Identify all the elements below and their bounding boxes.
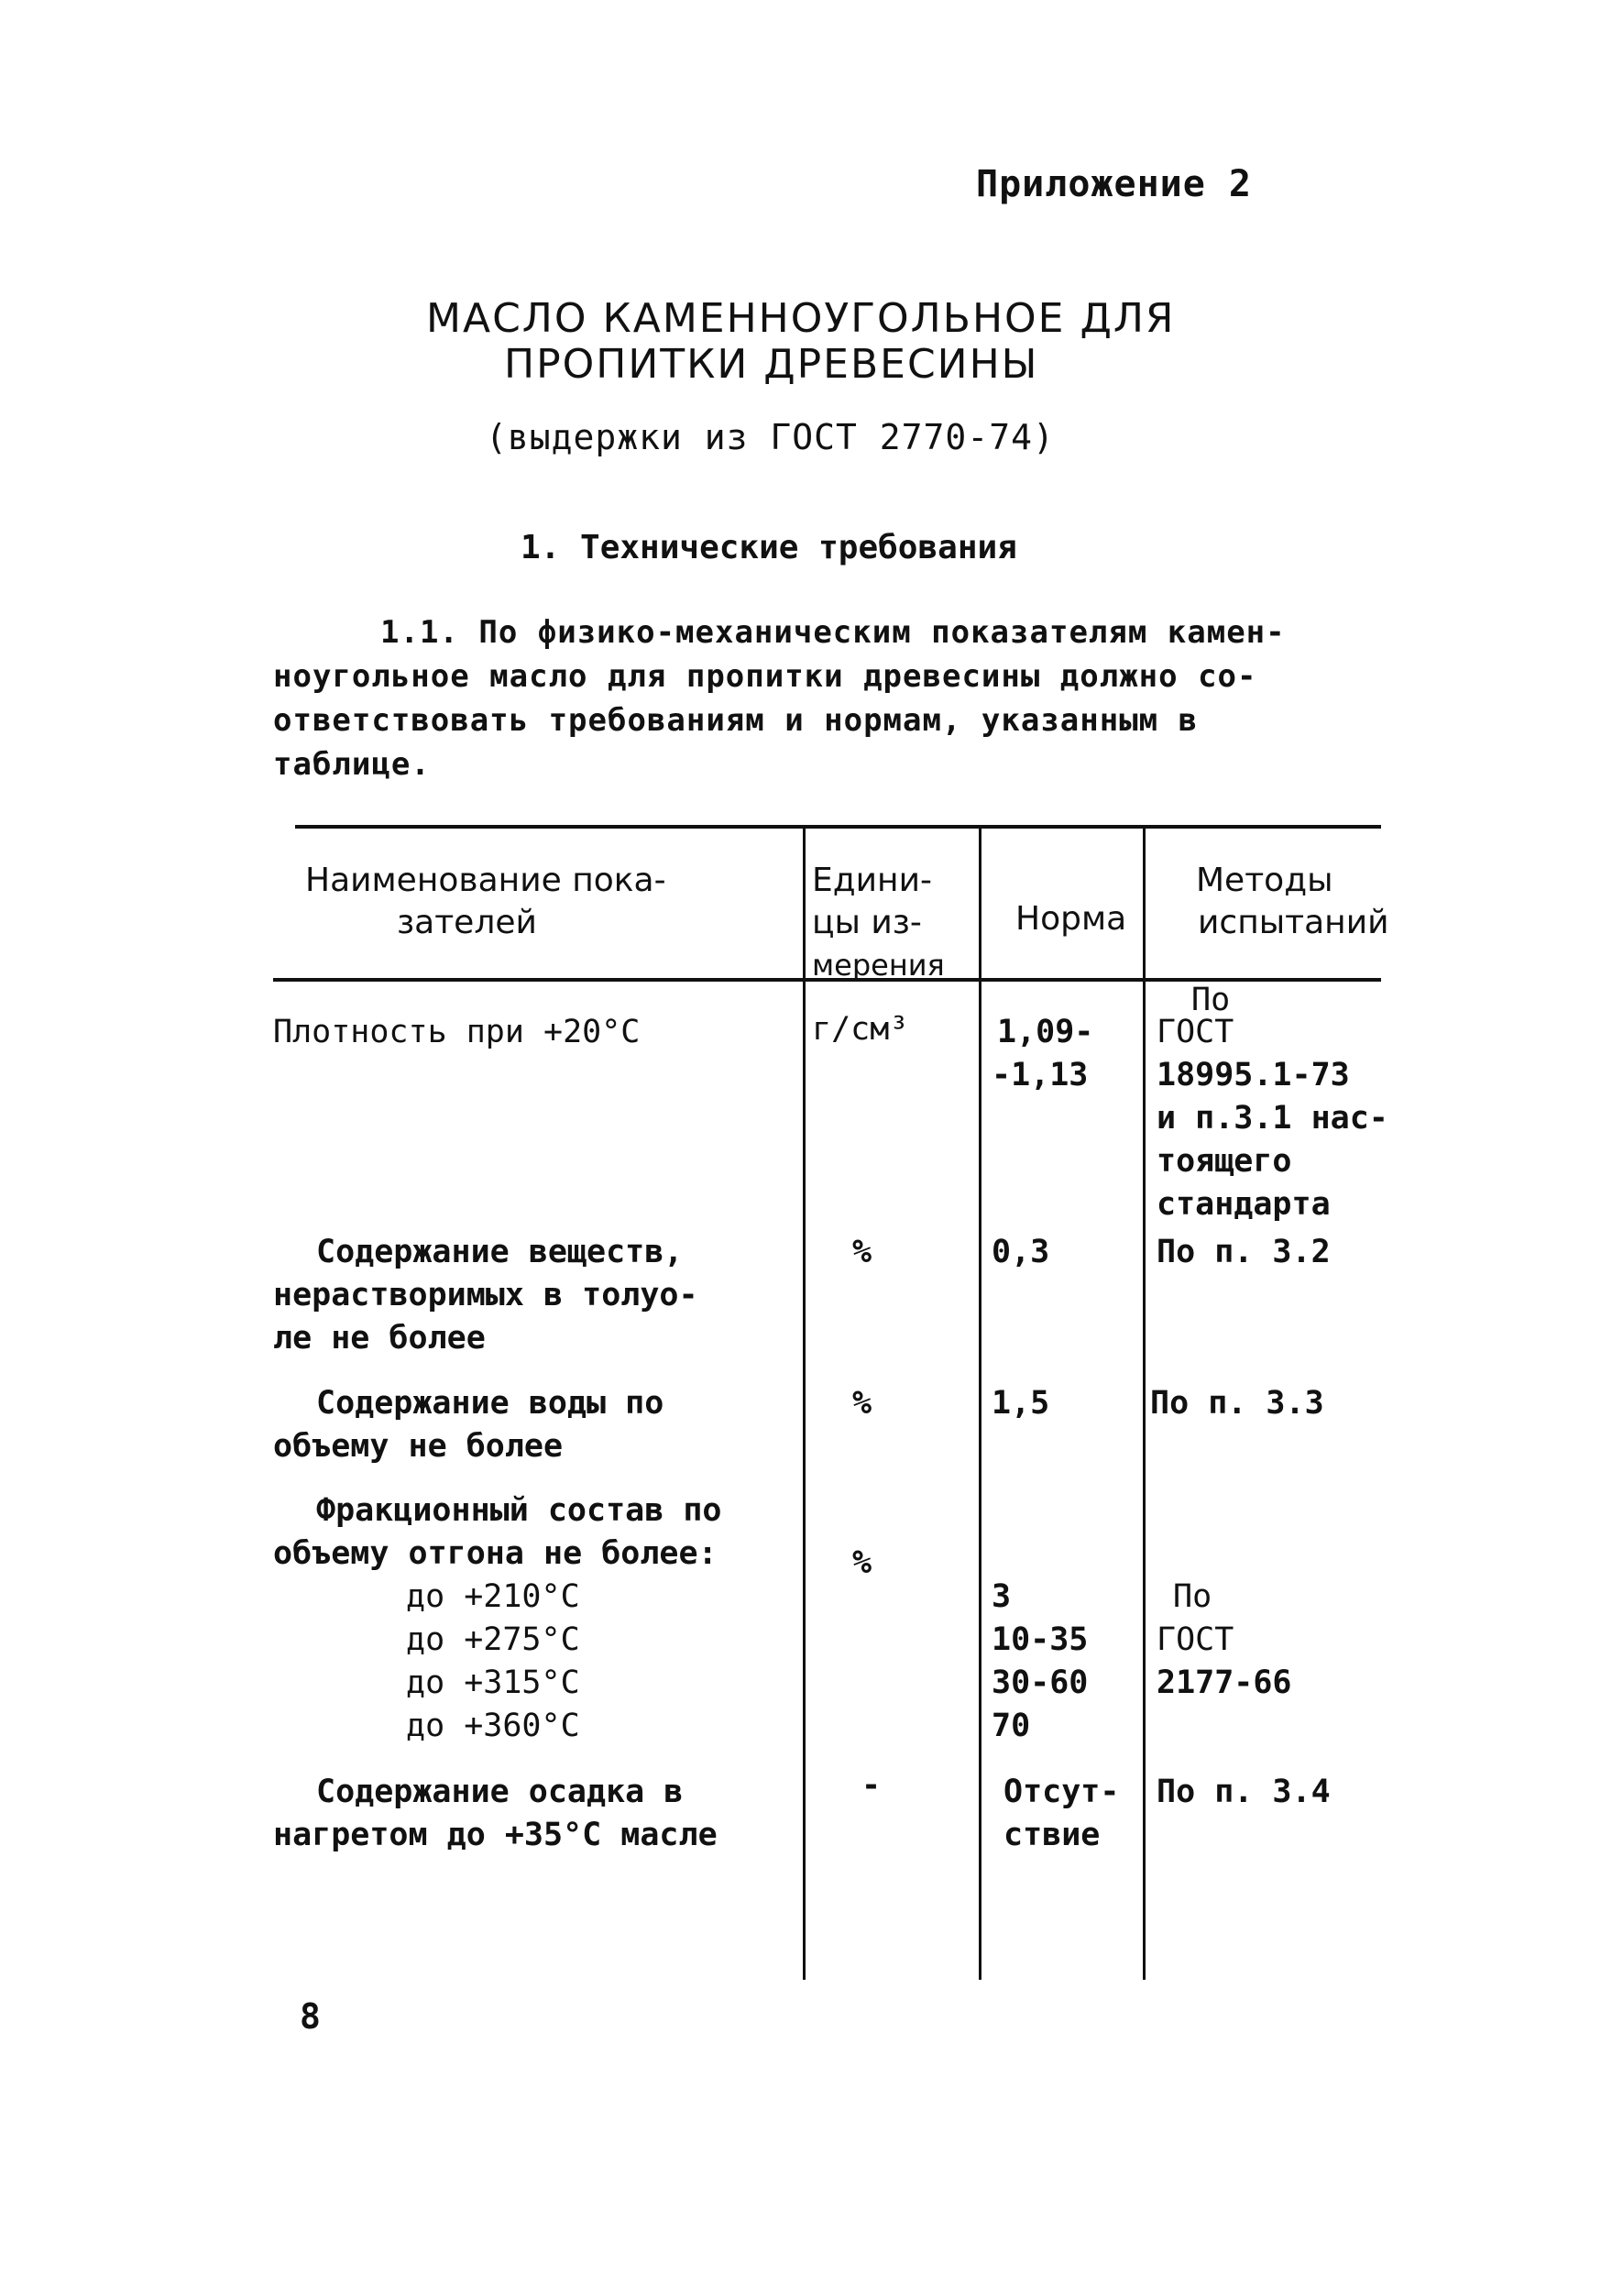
paragraph-line-2: ноугольное масло для пропитки древесины должно со-	[273, 658, 1257, 695]
row-density-method-line-1: По	[1191, 982, 1231, 1018]
row-density-method-line-5: тоящего	[1157, 1143, 1292, 1180]
row-water-norm: 1,5	[992, 1385, 1050, 1422]
row-insoluble-name-line-3: ле не более	[273, 1320, 486, 1357]
header-method-line-2: испытаний	[1198, 904, 1389, 941]
document-title-line-1: МАСЛО КАМЕННОУГОЛЬНОЕ ДЛЯ	[426, 295, 1176, 342]
row-water-unit: %	[852, 1385, 872, 1422]
row-fraction-sub-3: до +315°C	[406, 1664, 580, 1701]
table-column-divider-1	[803, 828, 806, 1980]
header-unit-line-3: мерения	[812, 948, 945, 983]
row-insoluble-unit: %	[852, 1234, 872, 1270]
row-density-norm-line-2: -1,13	[992, 1057, 1089, 1093]
page-number: 8	[300, 1996, 321, 2037]
row-water-name-line-1: Содержание воды по	[316, 1385, 664, 1422]
row-fraction-method-line-2: ГОСТ	[1157, 1621, 1234, 1658]
row-fraction-norm-4: 70	[992, 1708, 1031, 1744]
row-water-name-line-2: объему не более	[273, 1428, 564, 1465]
row-fraction-sub-1: до +210°C	[406, 1578, 580, 1615]
row-density-unit: г/см³	[812, 1011, 909, 1048]
row-fraction-norm-3: 30-60	[992, 1664, 1089, 1701]
row-fraction-norm-2: 10-35	[992, 1621, 1089, 1658]
row-fraction-name-line-2: объему отгона не более:	[273, 1535, 718, 1572]
row-sediment-unit: -	[861, 1767, 882, 1804]
table-top-rule	[295, 825, 1381, 829]
header-name-line-1: Наименование пока-	[305, 862, 666, 899]
row-density-method-line-6: стандарта	[1157, 1186, 1331, 1223]
document-title-line-2: ПРОПИТКИ ДРЕВЕСИНЫ	[504, 341, 1039, 388]
section-heading: 1. Технические требования	[521, 529, 1017, 566]
header-unit-line-2: цы из-	[812, 904, 922, 941]
row-fraction-method-line-1: По	[1173, 1578, 1212, 1615]
row-water-method: По п. 3.3	[1150, 1385, 1324, 1422]
paragraph-line-1: 1.1. По физико-механическим показателям камен-	[380, 614, 1286, 651]
table-column-divider-2	[979, 828, 981, 1980]
row-sediment-norm-line-1: Отсут-	[1003, 1774, 1120, 1810]
row-sediment-method: По п. 3.4	[1157, 1774, 1331, 1810]
row-fraction-sub-2: до +275°C	[406, 1621, 580, 1658]
header-unit-line-1: Едини-	[812, 862, 932, 899]
document-subtitle: (выдержки из ГОСТ 2770-74)	[486, 417, 1055, 457]
table-column-divider-3	[1143, 828, 1146, 1980]
row-fraction-norm-1: 3	[992, 1578, 1012, 1615]
header-norm: Норма	[1015, 900, 1127, 938]
row-density-norm-line-1: 1,09-	[997, 1014, 1094, 1050]
row-insoluble-name-line-1: Содержание веществ,	[316, 1234, 684, 1270]
row-insoluble-norm: 0,3	[992, 1234, 1050, 1270]
appendix-label: Приложение 2	[976, 163, 1252, 205]
row-sediment-norm-line-2: ствие	[1003, 1817, 1101, 1853]
row-insoluble-name-line-2: нерастворимых в толуо-	[273, 1277, 698, 1313]
paragraph-line-4: таблице.	[273, 746, 431, 783]
row-fraction-unit: %	[852, 1544, 872, 1581]
row-sediment-name-line-1: Содержание осадка в	[316, 1774, 684, 1810]
paragraph-line-3: ответствовать требованиям и нормам, указанным в	[273, 702, 1199, 739]
header-method-line-1: Методы	[1196, 862, 1333, 899]
row-density-name: Плотность при +20°C	[273, 1014, 641, 1050]
row-fraction-sub-4: до +360°C	[406, 1708, 580, 1744]
row-fraction-method-line-3: 2177-66	[1157, 1664, 1292, 1701]
row-density-method-line-2: ГОСТ	[1157, 1014, 1234, 1050]
header-name-line-2: зателей	[397, 904, 537, 941]
row-density-method-line-4: и п.3.1 нас-	[1157, 1100, 1388, 1137]
row-fraction-name-line-1: Фракционный состав по	[316, 1492, 722, 1529]
row-density-method-line-3: 18995.1-73	[1157, 1057, 1350, 1093]
row-sediment-name-line-2: нагретом до +35°C масле	[273, 1817, 718, 1853]
row-insoluble-method: По п. 3.2	[1157, 1234, 1331, 1270]
